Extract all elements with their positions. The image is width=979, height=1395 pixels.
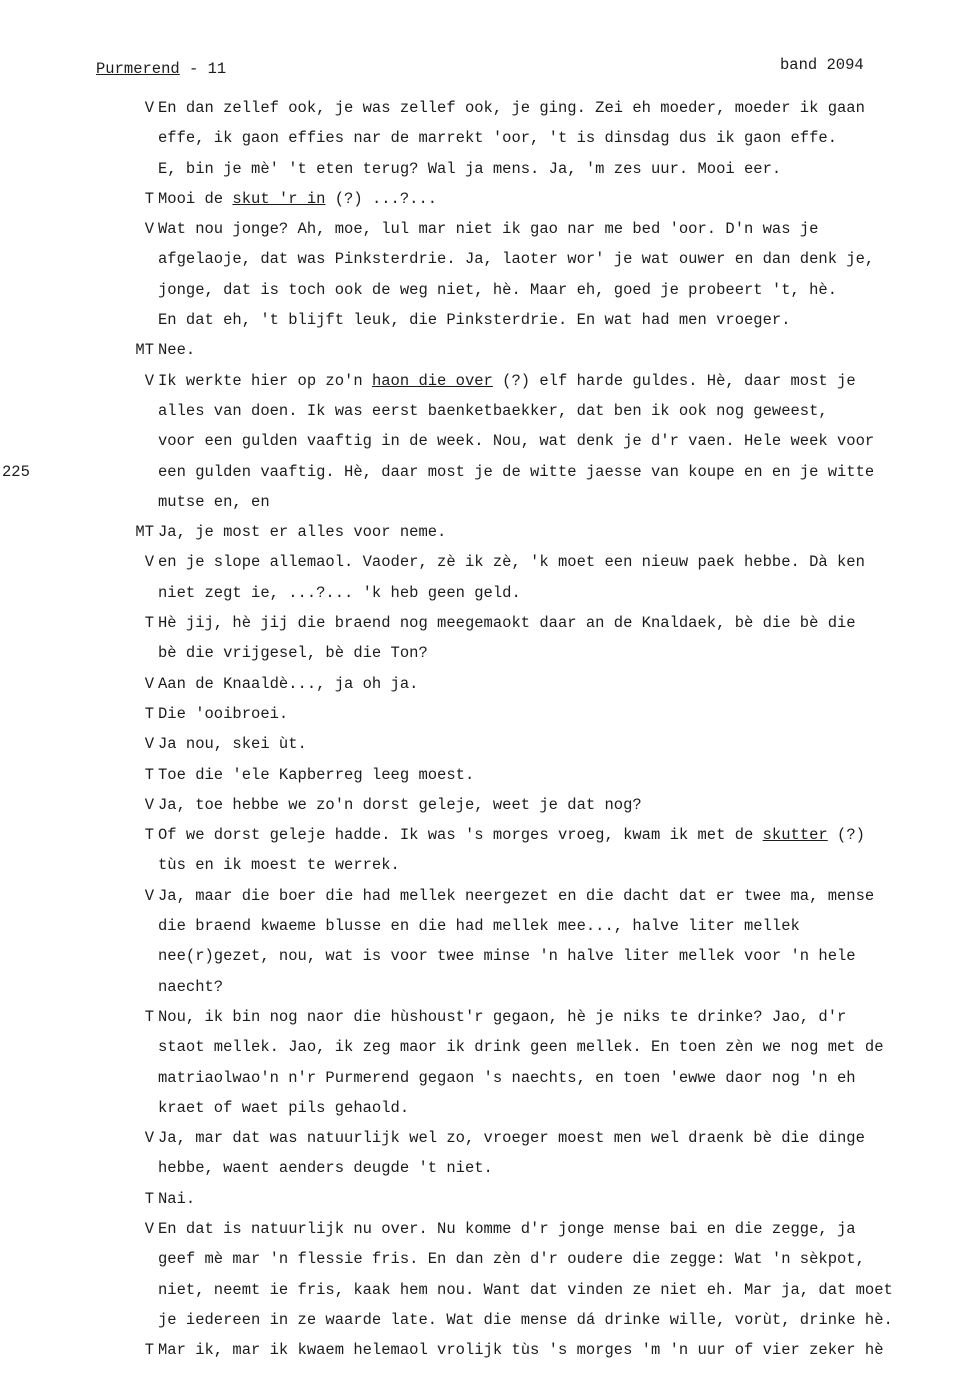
transcript-line: Toe die 'ele Kapberreg leeg moest. bbox=[158, 765, 475, 784]
transcript-line: Die 'ooibroei. bbox=[158, 704, 289, 723]
page-header-left bbox=[96, 60, 226, 78]
transcript-line: matriaolwao'n n'r Purmerend gegaon 's naechts, en toen 'ewwe daor nog 'n eh bbox=[158, 1068, 856, 1087]
speaker-label: T bbox=[144, 704, 154, 723]
transcript-line: Nou, ik bin nog naor die hùshoust'r gegaon, hè je niks te drinke? Jao, d'r bbox=[158, 1007, 847, 1026]
speaker-label: T bbox=[144, 765, 154, 784]
transcript-line: afgelaoje, dat was Pinksterdrie. Ja, laoter wor' je wat ouwer en dan denk je, bbox=[158, 250, 875, 269]
speaker-turn bbox=[96, 1123, 966, 1184]
speaker-label: T bbox=[144, 1341, 154, 1360]
speaker-label: V bbox=[144, 674, 154, 693]
transcript-line: En dat is natuurlijk nu over. Nu komme d'r jonge mense bai en die zegge, ja bbox=[158, 1219, 856, 1238]
speaker-label: T bbox=[144, 614, 154, 633]
transcript-line: geef mè mar 'n flessie fris. En dan zèn d'r oudere die zegge: Wat 'n sèkpot, bbox=[158, 1250, 865, 1269]
transcript-line: niet zegt ie, ...?... 'k heb geen geld. bbox=[158, 583, 521, 602]
transcript-line: je iedereen in ze waarde late. Wat die mense dá drinke wille, vorùt, drinke hè. bbox=[158, 1310, 893, 1329]
speaker-label: V bbox=[144, 1219, 154, 1238]
transcript-line: Wat nou jonge? Ah, moe, lul mar niet ik gao nar me bed 'oor. D'n was je bbox=[158, 220, 819, 239]
transcript-line: en je slope allemaol. Vaoder, zè ik zè, 'k moet een nieuw paek hebbe. Dà ken bbox=[158, 553, 865, 572]
speaker-turn bbox=[96, 517, 966, 547]
speaker-label: V bbox=[144, 553, 154, 572]
speaker-turn bbox=[2, 366, 966, 517]
speaker-turn bbox=[96, 881, 966, 1002]
speaker-turn bbox=[96, 93, 966, 184]
speaker-turn bbox=[96, 820, 966, 881]
transcript-line: een gulden vaaftig. Hè, daar most je de witte jaesse van koupe en en je witte bbox=[158, 462, 875, 481]
underlined-phrase: skutter bbox=[762, 826, 828, 845]
transcript-line: staot mellek. Jao, ik zeg maor ik drink geen mellek. En toen zèn we nog met de bbox=[158, 1038, 884, 1057]
line-number: 225 bbox=[2, 462, 30, 481]
speaker-label: V bbox=[144, 1129, 154, 1148]
transcript-line: alles van doen. Ik was eerst baenketbaekker, dat ben ik ook nog geweest, bbox=[158, 401, 828, 420]
speaker-label: MT bbox=[135, 341, 154, 360]
transcript-line: Ja nou, skei ùt. bbox=[158, 735, 307, 754]
transcript-line: En dat eh, 't blijft leuk, die Pinksterdrie. En wat had men vroeger. bbox=[158, 311, 791, 330]
speaker-turn bbox=[96, 760, 966, 790]
transcript-line: Nai. bbox=[158, 1189, 196, 1208]
transcript-line: tùs en ik moest te werrek. bbox=[158, 856, 400, 875]
speaker-turn bbox=[96, 1002, 966, 1123]
transcript-line: Ja, maar die boer die had mellek neergezet en die dacht dat er twee ma, mense bbox=[158, 886, 875, 905]
transcript-line: kraet of waet pils gehaold. bbox=[158, 1098, 410, 1117]
transcript-line: Ja, je most er alles voor neme. bbox=[158, 523, 447, 542]
transcript-line: voor een gulden vaaftig in de week. Nou, wat denk je d'r vaen. Hele week voor bbox=[158, 432, 875, 451]
speaker-turn bbox=[96, 729, 966, 759]
speaker-turn bbox=[96, 184, 966, 214]
speaker-label: V bbox=[144, 220, 154, 239]
transcript-line: Mar ik, mar ik kwaem helemaol vrolijk tùs 's morges 'm 'n uur of vier zeker hè bbox=[158, 1341, 884, 1360]
transcript-line: Ik werkte hier op zo'n haon die over (?) elf harde guldes. Hè, daar most je bbox=[158, 371, 856, 390]
transcript-line: bè die vrijgesel, bè die Ton? bbox=[158, 644, 428, 663]
speaker-label: MT bbox=[135, 523, 154, 542]
transcript bbox=[2, 93, 966, 1365]
speaker-label: V bbox=[144, 99, 154, 117]
page-number: - 11 bbox=[179, 60, 227, 78]
speaker-label: V bbox=[144, 886, 154, 905]
speaker-turn bbox=[96, 608, 966, 669]
speaker-label: T bbox=[144, 1189, 154, 1208]
speaker-turn bbox=[96, 1335, 966, 1365]
transcript-line: Mooi de skut 'r in (?) ...?... bbox=[158, 189, 438, 208]
speaker-label: T bbox=[144, 826, 154, 845]
transcript-line: Aan de Knaaldè..., ja oh ja. bbox=[158, 674, 419, 693]
transcript-line: nee(r)gezet, nou, wat is voor twee minse 'n halve liter mellek voor 'n hele bbox=[158, 947, 856, 966]
speaker-label: V bbox=[144, 795, 154, 814]
speaker-turn bbox=[96, 547, 966, 608]
underlined-phrase: haon die over bbox=[371, 371, 493, 390]
speaker-label: V bbox=[144, 371, 154, 390]
transcript-line: Nee. bbox=[158, 341, 196, 360]
transcript-line: Of we dorst geleje hadde. Ik was 's morges vroeg, kwam ik met de skutter (?) bbox=[158, 826, 865, 845]
transcript-line: mutse en, en bbox=[158, 492, 270, 511]
transcript-line: die braend kwaeme blusse en die had mellek mee..., halve liter mellek bbox=[158, 917, 800, 936]
speaker-turn bbox=[96, 1184, 966, 1214]
speaker-turn bbox=[96, 790, 966, 820]
tape-number: band 2094 bbox=[780, 56, 864, 74]
transcript-line: Hè jij, hè jij die braend nog meegemaokt daar an de Knaldaek, bè die bè die bbox=[158, 614, 856, 633]
place-name: Purmerend bbox=[96, 60, 180, 78]
speaker-label: V bbox=[144, 735, 154, 754]
transcript-line: niet, neemt ie fris, kaak hem nou. Want dat vinden ze niet eh. Mar ja, dat moet bbox=[158, 1280, 893, 1299]
transcript-line: Ja, toe hebbe we zo'n dorst geleje, weet je dat nog? bbox=[158, 795, 642, 814]
transcript-line: hebbe, waent aenders deugde 't niet. bbox=[158, 1159, 493, 1178]
speaker-label: T bbox=[144, 1007, 154, 1026]
transcript-line: Ja, mar dat was natuurlijk wel zo, vroeger moest men wel draenk bè die dinge bbox=[158, 1129, 865, 1148]
speaker-turn bbox=[96, 1214, 966, 1335]
underlined-phrase: skut 'r in bbox=[232, 189, 326, 208]
speaker-turn bbox=[96, 335, 966, 365]
transcript-line: E, bin je mè' 't eten terug? Wal ja mens. Ja, 'm zes uur. Mooi eer. bbox=[158, 159, 782, 178]
speaker-turn bbox=[96, 699, 966, 729]
transcript-line: jonge, dat is toch ook de weg niet, hè. Maar eh, goed je probeert 't, hè. bbox=[158, 280, 838, 299]
transcript-line: effe, ik gaon effies nar de marrekt 'oor, 't is dinsdag dus ik gaon effe. bbox=[158, 129, 838, 148]
speaker-turn bbox=[96, 214, 966, 335]
transcript-line: En dan zellef ook, je was zellef ook, je ging. Zei eh moeder, moeder ik gaan bbox=[158, 99, 865, 117]
transcript-line: naecht? bbox=[158, 977, 224, 996]
speaker-label: T bbox=[144, 189, 154, 208]
speaker-turn bbox=[96, 669, 966, 699]
